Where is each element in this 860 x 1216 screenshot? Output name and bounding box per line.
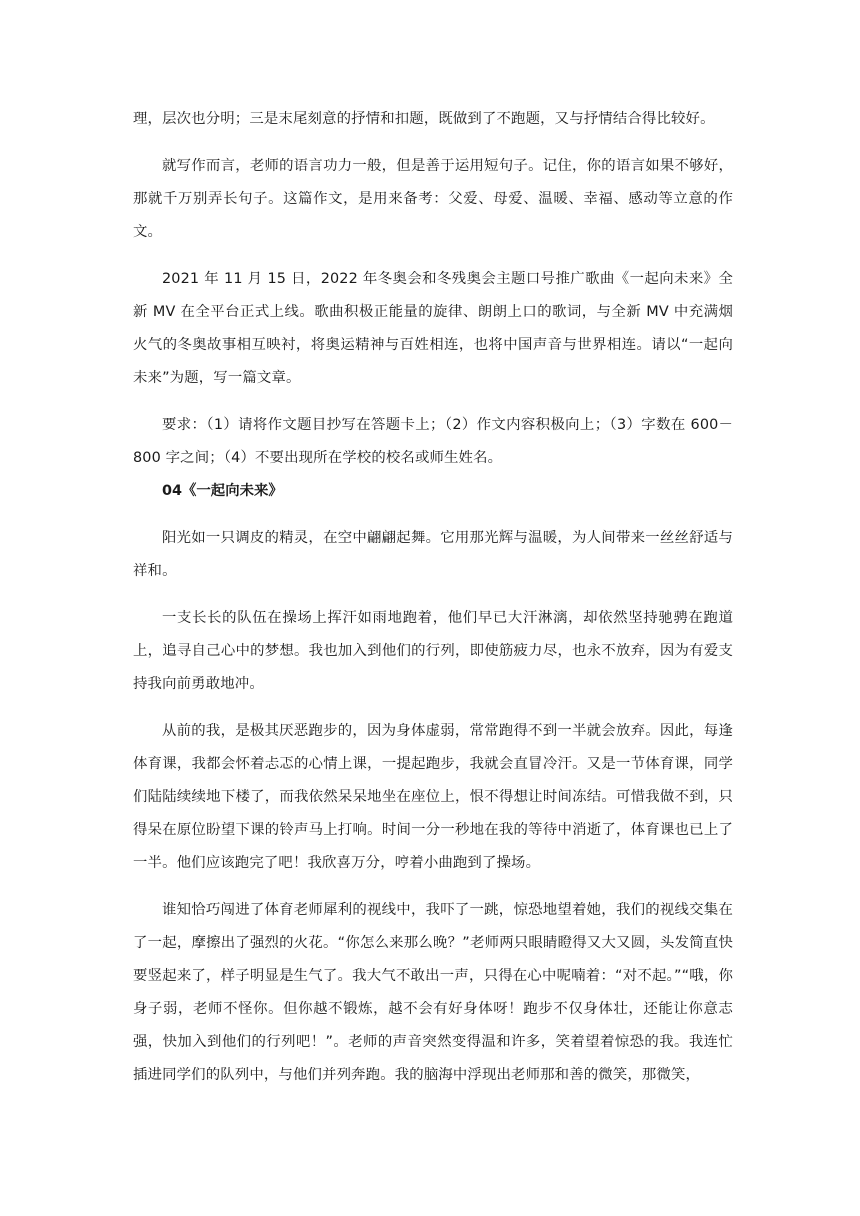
- paragraph-continued: 理，层次也分明；三是末尾刻意的抒情和扣题，既做到了不跑题，又与抒情结合得比较好。: [133, 111, 715, 127]
- essay-paragraph: 从前的我，是极其厌恶跑步的，因为身体虚弱，常常跑得不到一半就会放弃。因此，每逢体育课，我都会怀着忐忑的心情上课，一提起跑步，我就会直冒冷汗。又是一节体育课，同学们陆陆续续地下楼了，而我依然呆呆地坐在座位上，恨不得想让时间冻结。可惜我做不到，只得呆在原位盼望下课的铃声马上打响。时间一分一秒地在我的等待中消逝了，体育课也已上了一半。他们应该跑完了吧！我欣喜万分，哼着小曲跑到了操场。: [133, 723, 733, 871]
- paragraph-writing-advice: 就写作而言，老师的语言功力一般，但是善于运用短句子。记住，你的语言如果不够好，那就千万别弄长句子。这篇作文，是用来备考：父爱、母爱、温暖、幸福、感动等立意的作文。: [133, 158, 733, 240]
- essay-paragraph: 一支长长的队伍在操场上挥汗如雨地跑着，他们早已大汗淋漓，却依然坚持驰骋在跑道上，追寻自己心中的梦想。我也加入到他们的行列，即使筋疲力尽，也永不放弃，因为有爱支持我向前勇敢地冲。: [133, 610, 733, 692]
- document-body: [133, 103, 733, 1092]
- essay-paragraph: 谁知恰巧闯进了体育老师犀利的视线中，我吓了一跳，惊恐地望着她，我们的视线交集在了一起，摩擦出了强烈的火花。“你怎么来那么晚？”老师两只眼睛瞪得又大又圆，头发简直快要竖起来了，样子明显是生气了。我大气不敢出一声，只得在心中呢喃着：“对不起。”“哦，你身子弱，老师不怪你。但你越不锻炼，越不会有好身体呀！跑步不仅身体壮，还能让你意志强，快加入到他们的行列吧！”。老师的声音突然变得温和许多，笑着望着惊恐的我。我连忙插进同学们的队列中，与他们并列奔跑。我的脑海中浮现出老师那和善的微笑，那微笑，: [133, 902, 733, 1083]
- essay-paragraph: 阳光如一只调皮的精灵，在空中翩翩起舞。它用那光辉与温暖，为人间带来一丝丝舒适与祥和。: [133, 530, 733, 579]
- paragraph-requirements: 要求：（1）请将作文题目抄写在答题卡上；（2）作文内容积极向上；（3）字数在 600－800 字之间；（4）不要出现所在学校的校名或师生姓名。: [133, 417, 733, 466]
- paragraph-prompt-background: 2021 年 11 月 15 日，2022 年冬奥会和冬残奥会主题口号推广歌曲《一起向未来》全新 MV 在全平台正式上线。歌曲积极正能量的旋律、朗朗上口的歌词，与全新 MV 中充满烟火气的冬奥故事相互映衬，将奥运精神与百姓相连，也将中国声音与世界相连。请以“一起向未来”为题，写一篇文章。: [133, 271, 733, 386]
- essay-title: 04《一起向未来》: [162, 483, 283, 499]
